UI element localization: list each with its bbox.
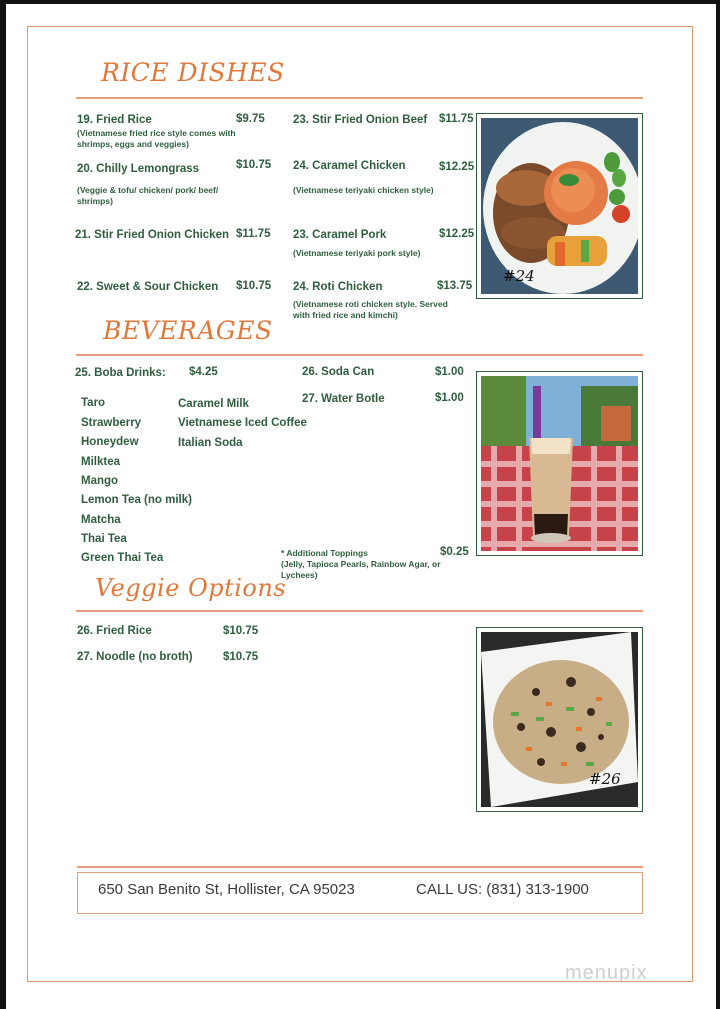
veggie-rule — [76, 610, 643, 612]
menu-item-desc: (Veggie & tofu/ chicken/ pork/ beef/ shrimps) — [77, 185, 219, 206]
scan-edge-left — [0, 0, 6, 1009]
boba-drink-photo — [476, 371, 643, 556]
toppings-desc: (Jelly, Tapioca Pearls, Rainbow Agar, or Lychees) — [281, 559, 441, 580]
menu-item-name: 22. Sweet & Sour Chicken — [77, 281, 219, 293]
menu-item-desc: (Vietnamese roti chicken style. Served with fried rice and kimchi) — [293, 299, 448, 320]
section-title-veggie: Veggie Options — [95, 574, 287, 602]
menu-item-desc: (Vietnamese teriyaki chicken style) — [293, 185, 434, 195]
menu-item-price: $10.75 — [236, 280, 272, 292]
menu-item-price: $10.75 — [223, 651, 259, 663]
boba-flavor: Lemon Tea (no milk) — [81, 494, 192, 506]
boba-flavor: Honeydew — [81, 436, 139, 448]
boba-flavor: Mango — [81, 475, 119, 487]
menu-item-price: $11.75 — [236, 228, 271, 240]
menu-item-price: $1.00 — [435, 392, 464, 404]
boba-flavor: Caramel Milk — [178, 398, 249, 410]
menu-item-name: 27. Water Botle — [302, 393, 385, 405]
scan-edge-right — [716, 0, 720, 1009]
menu-item-price: $10.75 — [223, 625, 259, 637]
menu-item-name: 21. Stir Fried Onion Chicken — [75, 229, 230, 241]
boba-flavor: Matcha — [81, 514, 121, 526]
menu-item-name: 24. Caramel Chicken — [293, 160, 406, 172]
beverages-rule — [76, 354, 643, 356]
boba-flavor: Taro — [81, 397, 106, 409]
boba-flavor: Strawberry — [81, 417, 142, 429]
menu-item-price: $9.75 — [236, 113, 265, 125]
menu-item-price: $12.25 — [439, 161, 475, 173]
footer-rule — [77, 866, 643, 868]
toppings-name: * Additional Toppings — [281, 548, 368, 558]
menu-item-price: $10.75 — [236, 159, 272, 171]
scan-edge-top — [0, 0, 720, 4]
menu-item-name: 25. Boba Drinks: — [75, 367, 166, 379]
photo-label: #26 — [589, 770, 621, 788]
boba-flavor: Italian Soda — [178, 437, 243, 449]
menu-item-name: 24. Roti Chicken — [293, 281, 383, 293]
footer-address: 650 San Benito St, Hollister, CA 95023 — [98, 881, 355, 898]
boba-flavor: Thai Tea — [81, 533, 127, 545]
menu-item-name: 20. Chilly Lemongrass — [77, 163, 200, 175]
menu-item-desc: (Vietnamese fried rice style comes with shrimps, eggs and veggies) — [77, 128, 236, 149]
menu-item-name: 19. Fried Rice — [77, 114, 152, 126]
boba-flavor: Green Thai Tea — [81, 552, 164, 564]
menu-item-price: $13.75 — [437, 280, 473, 292]
menu-item-name: 23. Stir Fried Onion Beef — [293, 114, 428, 126]
watermark: menupix — [565, 962, 648, 984]
menu-item-price: $1.00 — [435, 366, 464, 378]
food-photo-24 — [476, 113, 643, 299]
toppings-price: $0.25 — [440, 546, 469, 558]
menu-item-name: 26. Fried Rice — [77, 625, 152, 637]
menu-item-name: 27. Noodle (no broth) — [77, 651, 193, 663]
section-title-rice: RICE DISHES — [101, 58, 285, 87]
menu-item-price: $12.25 — [439, 228, 475, 240]
menu-item-name: 26. Soda Can — [302, 366, 375, 378]
boba-flavor: Vietnamese Iced Coffee — [178, 417, 307, 429]
menu-item-price: $4.25 — [189, 366, 218, 378]
rice-rule — [76, 97, 643, 99]
menu-item-desc: (Vietnamese teriyaki pork style) — [293, 248, 421, 258]
food-photo-26 — [476, 627, 643, 812]
boba-flavor: Milktea — [81, 456, 120, 468]
footer-phone: CALL US: (831) 313-1900 — [416, 881, 589, 898]
menu-item-name: 23. Caramel Pork — [293, 229, 387, 241]
photo-label: #24 — [503, 267, 535, 285]
menu-item-price: $11.75 — [439, 113, 474, 125]
section-title-beverages: BEVERAGES — [103, 316, 273, 345]
